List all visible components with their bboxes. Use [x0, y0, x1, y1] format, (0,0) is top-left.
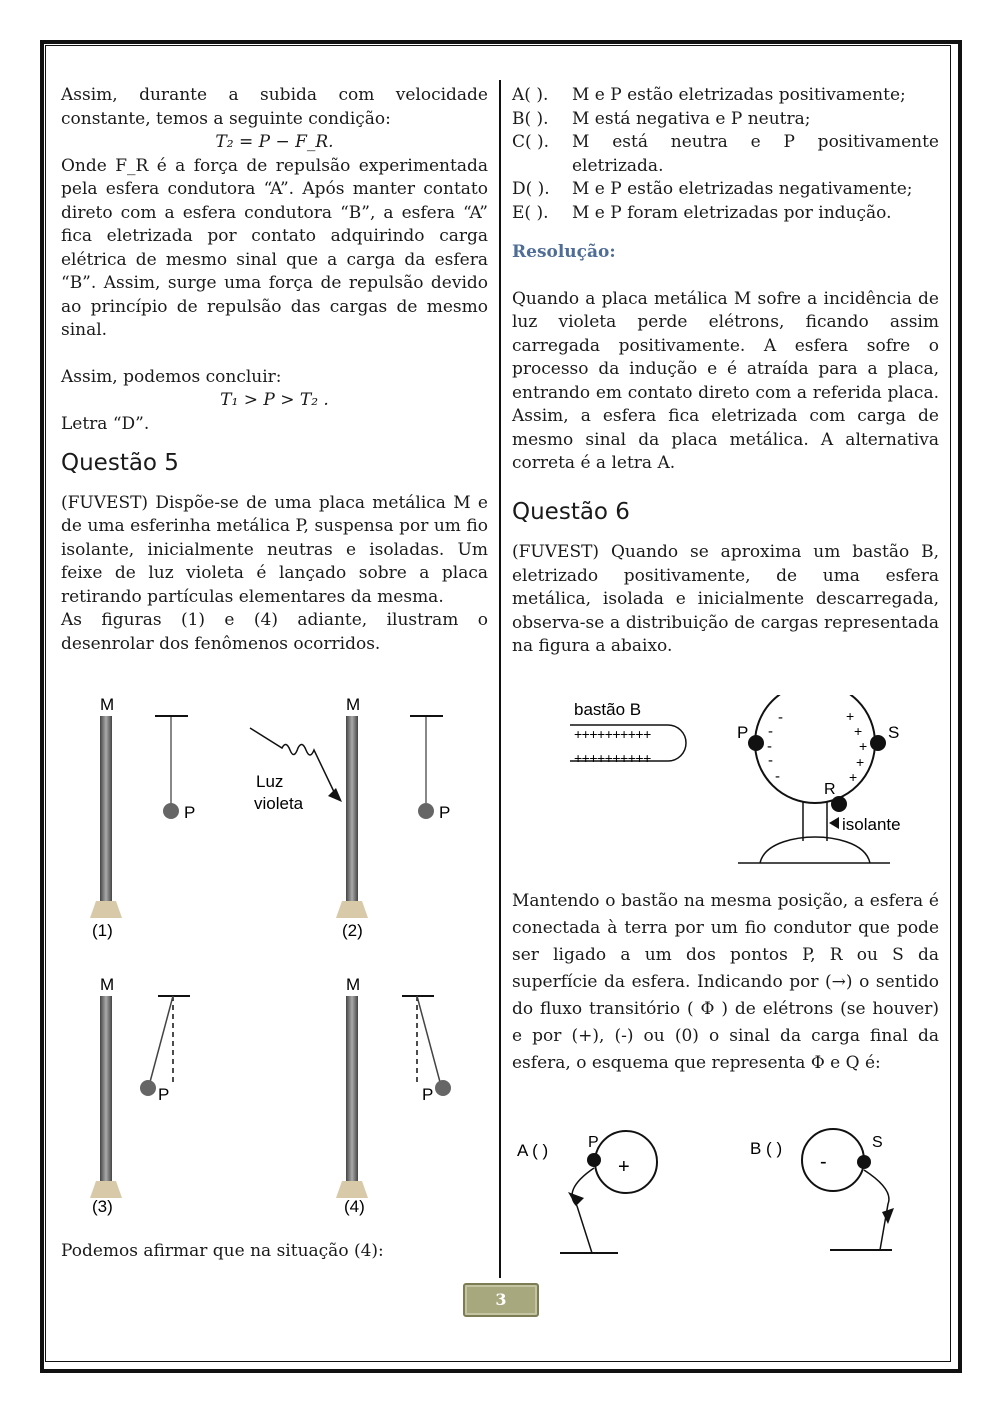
plate-base: [336, 901, 368, 918]
option-b-diagram[interactable]: [750, 1129, 894, 1250]
option-a-label: A ( ): [517, 1141, 549, 1160]
sphere: [802, 1129, 864, 1191]
figure-caption: (3): [92, 1197, 113, 1216]
sphere-label: P: [439, 803, 451, 822]
plate-base: [90, 901, 122, 918]
plate-label: M: [100, 975, 115, 994]
arrow-head-icon: [829, 817, 839, 829]
option-d[interactable]: [512, 178, 939, 202]
sphere-label: P: [422, 1085, 434, 1104]
arrow-head-icon: [328, 788, 342, 802]
figure-3: [90, 975, 190, 1216]
right-column: [512, 84, 939, 659]
metal-sphere: [163, 803, 179, 819]
intro-paragraph-2: Onde F_R é a força de repulsão experimentada pela esfera condutora “A”. Após manter contato direto com a esfera condutora “B”, a esfera “A” fica eletrizada por contato adquirindo carga elétrica de mesmo sinal que a carga da esfera “B”. Assim, surge uma força de repulsão devido ao princípio de repulsão das cargas de mesmo sinal.: [61, 155, 488, 340]
minus-charge: -: [775, 768, 780, 785]
metal-sphere: [435, 1080, 451, 1096]
minus-charge: -: [768, 723, 773, 740]
figure-2: [250, 695, 450, 940]
ground-wire: [572, 1168, 594, 1253]
point-r: [831, 796, 847, 812]
minus-charge: -: [767, 738, 772, 755]
conclude-text: Assim, podemos concluir:: [61, 366, 282, 387]
plus-charge: +: [854, 723, 863, 739]
ground-wire: [864, 1170, 889, 1250]
question-6-title: Questão 6: [512, 498, 630, 525]
figure-caption: (1): [92, 921, 113, 940]
left-column: [61, 84, 488, 656]
option-c[interactable]: [512, 131, 939, 178]
figure-4: [336, 975, 451, 1216]
intro-paragraph-1: Assim, durante a subida com velocidade constante, temos a seguinte condição:: [61, 85, 488, 129]
point-s-label: S: [888, 723, 900, 742]
question-5-figure: [60, 690, 490, 1225]
contact-point: [857, 1155, 871, 1169]
question-5-figures-intro: As figuras (1) e (4) adiante, ilustram o desenrolar dos fenômenos ocorridos.: [61, 610, 488, 654]
plus-charge: +: [846, 708, 855, 724]
metal-plate: [100, 716, 112, 901]
option-label: A( ).: [512, 85, 549, 105]
figure-caption: (2): [342, 921, 363, 940]
question-5-closing: Podemos afirmar que na situação (4):: [61, 1241, 384, 1261]
option-e[interactable]: [512, 202, 939, 226]
electron-flow-arrow-icon: [882, 1208, 894, 1224]
plus-charge: +: [849, 769, 858, 785]
plate-label: M: [100, 695, 115, 714]
point-r-label: R: [824, 781, 836, 798]
plate-label: M: [346, 695, 361, 714]
contact-point: [587, 1153, 601, 1167]
plus-charge: +: [856, 754, 865, 770]
option-text: M e P estão eletrizadas positivamente;: [572, 85, 906, 105]
plate-label: M: [346, 975, 361, 994]
plate-base: [336, 1181, 368, 1198]
option-text: M está neutra e P positivamente eletrizada.: [572, 132, 939, 176]
resolution-title: Resolução:: [512, 242, 616, 262]
metal-sphere: [418, 803, 434, 819]
rod-charges-bottom: ++++++++++: [574, 750, 651, 766]
answer-text: Letra “D”.: [61, 413, 150, 434]
question-6-options-figure: [512, 1128, 932, 1268]
metal-sphere: [140, 1080, 156, 1096]
sphere-label: P: [158, 1085, 170, 1104]
option-a[interactable]: [512, 84, 939, 108]
insulating-thread: [417, 996, 440, 1082]
metal-plate: [100, 996, 112, 1181]
metal-plate: [346, 996, 358, 1181]
option-b[interactable]: [512, 108, 939, 132]
support-base: [760, 837, 870, 863]
sphere-label: P: [184, 803, 196, 822]
rod-label: bastão B: [574, 700, 642, 719]
point-p-label: P: [737, 723, 749, 742]
question-6-continuation: Mantendo o bastão na mesma posição, a esfera é conectada à terra por um fio condutor que pode ser ligado a um dos pontos P, R ou S da superfície da esfera. Indicando por (→) o sentido do fluxo transitório ( Φ ) de elétrons (se houver) e por (+), (-) ou (0) o sinal da carga final da esfera, o esquema que representa Φ e Q é:: [512, 891, 939, 1073]
column-divider: [499, 80, 501, 1278]
plus-charge: +: [859, 738, 868, 754]
contact-point-label: P: [588, 1134, 599, 1151]
plate-base: [90, 1181, 122, 1198]
light-label-2: violeta: [254, 794, 304, 813]
electron-flow-arrow-icon: [568, 1192, 584, 1206]
minus-charge: -: [778, 709, 783, 726]
contact-point-label: S: [872, 1134, 883, 1151]
option-label: D( ).: [512, 179, 550, 199]
figure-1: [90, 695, 195, 940]
resolution-text: Quando a placa metálica M sofre a incidência de luz violeta perde elétrons, ficando assim carregada positivamente. A esfera sofre o processo da indução e é atraída para a placa, entrando em contato direto com a referida placa. Assim, a esfera fica eletrizada com carga de mesmo sinal da placa metálica. A alternativa correta é a letra A.: [512, 288, 939, 473]
point-p: [748, 735, 764, 751]
question-6-figure: [560, 695, 930, 870]
figure-caption: (4): [344, 1197, 365, 1216]
rod-charges-top: ++++++++++: [574, 726, 651, 742]
insulator-label: isolante: [842, 815, 901, 834]
question-6-statement: (FUVEST) Quando se aproxima um bastão B, eletrizado positivamente, de uma esfera metálica, isolada e inicialmente descarregada, observa-se a distribuição de cargas representada na figura a abaixo.: [512, 542, 939, 656]
equation-1: T₂ = P − F_R.: [215, 132, 334, 152]
option-b-label: B ( ): [750, 1139, 783, 1158]
charge-sign: -: [820, 1151, 827, 1173]
option-label: C( ).: [512, 132, 550, 152]
metal-sphere: [755, 695, 875, 803]
option-text: M e P estão eletrizadas negativamente;: [572, 179, 913, 199]
charge-sign: +: [618, 1156, 630, 1178]
option-a-diagram[interactable]: [517, 1131, 657, 1253]
question-5-title: Questão 5: [61, 450, 179, 476]
question-5-options: [512, 84, 939, 225]
light-label-1: Luz: [256, 772, 284, 791]
option-label: B( ).: [512, 108, 549, 129]
question-5-statement: (FUVEST) Dispõe-se de uma placa metálica M e de uma esferinha metálica P, suspensa por um fio isolante, inicialmente neutras e isoladas. Um feixe de luz violeta é lançado sobre a placa retirando partículas elementares da mesma.: [61, 492, 488, 607]
insulating-thread: [150, 996, 173, 1082]
page-number: 3: [463, 1283, 539, 1317]
option-text: M está negativa e P neutra;: [572, 108, 811, 129]
option-label: E( ).: [512, 202, 549, 223]
point-s: [870, 735, 886, 751]
minus-charge: -: [768, 752, 773, 769]
option-text: M e P foram eletrizadas por indução.: [572, 202, 892, 223]
metal-plate: [346, 716, 358, 901]
equation-2: T₁ > P > T₂ .: [220, 390, 329, 410]
